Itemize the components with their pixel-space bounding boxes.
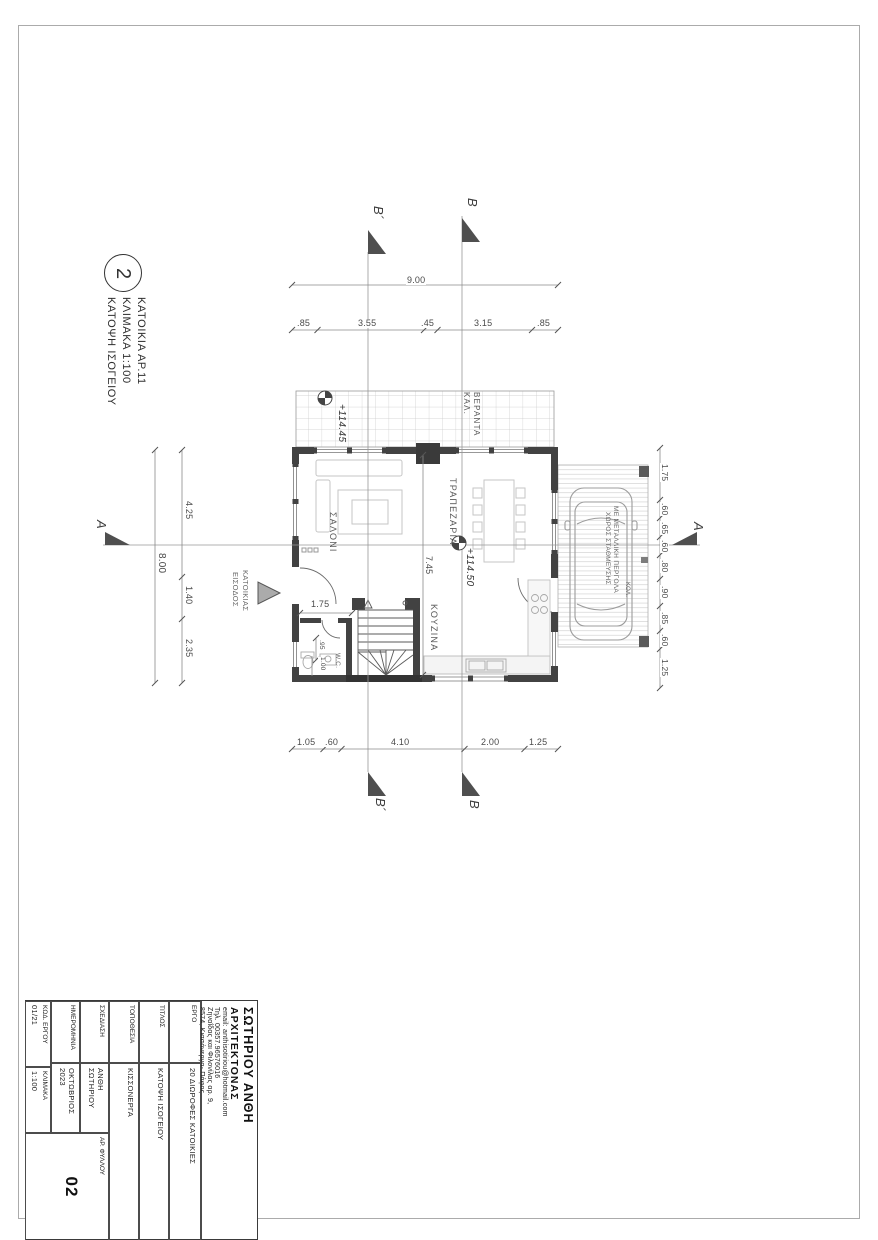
room-label-living: ΣΑΛΟΝΙ xyxy=(328,512,338,553)
parking-label-2: ΜΕ ΜΕΤΑΛΛΙΚΗ ΠΕΡΓΟΛΑ xyxy=(612,506,619,594)
dim-label: 3.15 xyxy=(474,318,493,328)
dim-interior-depth: 7.45 xyxy=(424,556,434,575)
section-label-a-right: A xyxy=(691,522,706,531)
kitchen-fixtures xyxy=(424,580,550,674)
titleblock-scale-cell xyxy=(26,1067,52,1133)
dim-label: .80 xyxy=(660,560,670,573)
code-label: ΚΩΔ. ΕΡΓΟΥ xyxy=(41,1005,48,1044)
section-label-b-bottom: B xyxy=(467,800,482,809)
dim-label: .90 xyxy=(660,586,670,599)
section-marker-b-prime-top xyxy=(368,230,386,254)
dim-label: .65 xyxy=(660,522,670,535)
dim-label: 4.25 xyxy=(184,501,194,520)
staircase xyxy=(358,600,413,675)
sheet-title-line-1: ΚΑΤΟΨΗ ΙΣΟΓΕΙΟΥ xyxy=(105,297,117,406)
sheet-title-line-2: ΚΛΙΜΑΚΑ 1:100 xyxy=(120,297,132,384)
room-label-dining: ΤΡΑΠΕΖΑΡΙΑ xyxy=(448,478,458,546)
dim-label: .45 xyxy=(421,318,435,328)
drawing-number: 2 xyxy=(112,267,135,279)
section-marker-a-right xyxy=(672,532,697,545)
titleblock-row-label: ΕΡΓΟ xyxy=(169,1001,201,1063)
architect-phone: Τηλ. 00357.96576016 xyxy=(213,1007,221,1079)
architect-email: email: anthisotiriou@hotmail.com xyxy=(221,1007,229,1117)
drawing-number-circle xyxy=(104,254,142,292)
titleblock-code-cell xyxy=(26,1001,52,1067)
room-label-kitchen: ΚΟΥΖΙΝΑ xyxy=(429,604,439,652)
room-label-veranda-2: ΒΕΡΑΝΤΑ xyxy=(472,392,481,437)
dim-label: 1.25 xyxy=(529,737,548,747)
doors xyxy=(300,568,552,638)
section-marker-a-left xyxy=(105,532,130,545)
dim-left-overall: 8.00 xyxy=(156,553,167,574)
titleblock-row-label: ΣΧΕΔΙΑΣΗ xyxy=(80,1001,109,1063)
scale-label: ΚΛΙΜΑΚΑ xyxy=(41,1071,48,1100)
section-label-a-left: A xyxy=(94,520,109,529)
dim-label: 2.00 xyxy=(481,737,500,747)
titleblock-sheet-number-cell xyxy=(26,1133,110,1240)
dim-label: 1.75 xyxy=(660,464,670,482)
scale-value: 1:100 xyxy=(29,1071,39,1092)
titleblock-row-label: ΤΙΤΛΟΣ xyxy=(139,1001,169,1063)
dim-wc-width: .95 xyxy=(318,640,325,650)
dim-label: .60 xyxy=(325,737,339,747)
section-marker-b-top xyxy=(462,218,480,242)
dim-label: 1.05 xyxy=(297,737,316,747)
section-label-b-prime-top: B´ xyxy=(371,206,386,219)
titleblock-row-value: ΚΙΣΣΟΝΕΡΓΑ xyxy=(109,1063,139,1240)
dim-label: .85 xyxy=(537,318,551,328)
dim-label: .60 xyxy=(660,503,670,516)
entrance-arrow xyxy=(258,582,280,604)
level-ground-floor: +114.50 xyxy=(464,548,475,587)
entrance-label-1: ΕΙΣΟΔΟΣ xyxy=(231,572,240,607)
dim-label: 3.55 xyxy=(358,318,377,328)
architect-role: ΑΡΧΙΤΕΚΤΟΝΑΣ xyxy=(228,1007,241,1101)
parking-column-label: ΚΟΛ. xyxy=(624,582,630,598)
section-label-b-top: B xyxy=(465,198,480,207)
sheet-number-label: ΑΡ. ΦΥΛΛΟΥ xyxy=(98,1137,105,1176)
parking-label-1: ΧΩΡΟΣ ΣΤΑΘΜΕΥΣΗΣ xyxy=(604,512,611,585)
titleblock-architect xyxy=(198,1001,257,1239)
titleblock-row-value: 20 ΔΙΩΡΟΦΕΣ ΚΑΤΟΙΚΙΕΣ xyxy=(169,1063,201,1240)
dim-hall-width: 1.75 xyxy=(311,599,330,609)
dim-label: 2.35 xyxy=(184,639,194,658)
sheet-number-value: 02 xyxy=(61,1176,81,1198)
titleblock-row-label: ΤΟΠΟΘΕΣΙΑ xyxy=(109,1001,139,1063)
code-value: 01/21 xyxy=(29,1005,39,1026)
room-label-veranda-1: ΚΑΛ. xyxy=(462,392,471,416)
room-label-wc: W.C. xyxy=(334,653,341,669)
architect-address-2: 8574, Κισσόνεργα- Πάφος xyxy=(198,1007,206,1094)
titleblock-row-label: ΗΜΕΡΟΜΗΝΙΑ xyxy=(51,1001,80,1063)
titleblock xyxy=(25,1000,258,1240)
dim-label: 4.10 xyxy=(391,737,410,747)
dim-wc-depth: 1.00 xyxy=(319,657,326,671)
section-marker-b-bottom xyxy=(462,772,480,796)
architect-address-1: Ζηναΐδας και Φιλονίλας αρ. 9, xyxy=(205,1007,213,1105)
titleblock-row-value: ΑΝΘΗ ΣΩΤΗΡΙΟΥ xyxy=(80,1063,109,1133)
architect-name: ΣΩΤΗΡΙΟΥ ΑΝΘΗ xyxy=(241,1007,255,1124)
sheet-title-line-3: ΚΑΤΟΙΚΙΑ ΑΡ.11 xyxy=(135,297,147,385)
dim-label: .85 xyxy=(297,318,311,328)
entrance-label-2: ΚΑΤΟΙΚΙΑΣ xyxy=(241,570,250,612)
dim-label: 1.40 xyxy=(184,586,194,605)
veranda-area xyxy=(296,391,554,447)
titleblock-row-value: ΚΑΤΟΨΗ ΙΣΟΓΕΙΟΥ xyxy=(139,1063,169,1240)
titleblock-row-value: ΟΚΤΩΒΡΙΟΣ 2023 xyxy=(51,1063,80,1133)
dim-label: .60 xyxy=(660,540,670,553)
dim-top-overall: 9.00 xyxy=(407,275,426,285)
section-marker-b-prime-bottom xyxy=(368,772,386,796)
dim-label: 1.25 xyxy=(660,659,670,677)
dim-label: .85 xyxy=(660,612,670,625)
dim-label: .60 xyxy=(660,634,670,647)
level-veranda: +114.45 xyxy=(336,404,347,443)
section-label-b-prime-bottom: B´ xyxy=(373,798,388,811)
